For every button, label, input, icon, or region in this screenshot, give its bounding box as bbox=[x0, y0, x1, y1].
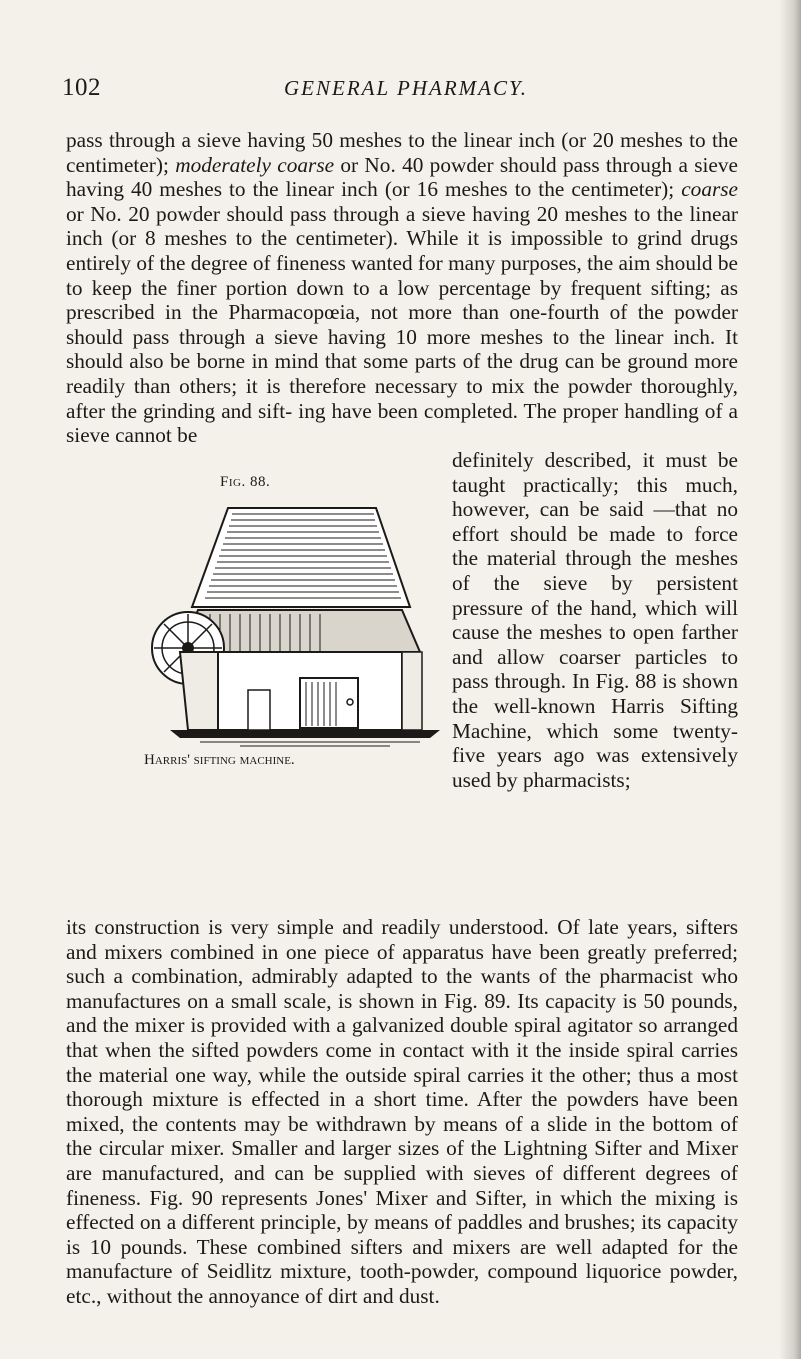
page-number: 102 bbox=[62, 74, 101, 101]
italic-term: moderately coarse bbox=[175, 152, 335, 177]
paragraph-bottom bbox=[66, 915, 738, 1309]
page-header bbox=[62, 74, 752, 108]
paragraph-beside-figure bbox=[452, 448, 738, 792]
paragraph-top bbox=[66, 128, 738, 448]
text-segment: definitely described, it must be taught practically; this much, however, can be said —that no effort should be made to force the material through the meshes of the sieve by persistent pressure of the hand, which will cause the meshes to open farther and allow coarser particles to pass through. In Fig. 88 is shown the well-known Harris Sifting Machine, which some twenty-five years ago was extensively used by pharmacists; bbox=[452, 448, 738, 792]
page-edge-shadow bbox=[779, 0, 801, 1359]
text-segment: or No. 40 powder should pass through a sieve having 40 meshes to the linear inch (or 16 meshes to the centimeter); bbox=[66, 152, 738, 202]
figure-88 bbox=[140, 474, 440, 774]
figure-label: Fig. 88. bbox=[220, 474, 271, 490]
text-segment: or No. 20 powder should pass through a sieve having 20 meshes to the linear inch (or 8 meshes to the centimeter). While it is impossible to grind drugs entirely of the degree of fineness wanted for many purposes, the aim should be to keep the finer portion down to a low percentage by frequent sifting; as prescribed in the Pharmacopœia, not more than one-fourth of the powder should pass through a sieve having 10 more meshes to the linear inch. It should also be borne in mind that some parts of the drug can be ground more readily than others; it is therefore necessary to mix the powder thoroughly, after the grinding and sift- ing have been completed. The proper handling of a sieve cannot be bbox=[66, 201, 738, 448]
figure-caption: Harris' sifting machine. bbox=[144, 752, 295, 768]
harris-sifting-machine-illustration bbox=[140, 502, 440, 752]
text-segment: pass through a sieve having 50 meshes to the linear inch (or 20 meshes to the centimeter); bbox=[66, 128, 738, 177]
text-segment: its construction is very simple and readily understood. Of late years, sifters and mixers combined in one piece of apparatus have been greatly preferred; such a combination, admirably adapted to the wants of the pharmacist who manufactures on a small scale, is shown in Fig. 89. Its capacity is 50 pounds, and the mixer is provided with a galvanized double spiral agitator so arranged that when the sifted powders come in contact with it the inside spiral carries the material one way, while the outside spiral carries it the other; thus a most thorough mixture is effected in a short time. After the powders have been mixed, the contents may be withdrawn by means of a slide in the bottom of the circular mixer. Smaller and larger sizes of the Lightning Sifter and Mixer are manufactured, and can be supplied with sieves of different degrees of fineness. Fig. 90 represents Jones' Mixer and Sifter, in which the mixing is effected on a different principle, by means of paddles and brushes; its capacity is 10 pounds. These combined sifters and mixers are well adapted for the manufacture of Seidlitz mixture, tooth-powder, compound liquorice powder, etc., without the annoyance of dirt and dust. bbox=[66, 915, 738, 1308]
running-head: GENERAL PHARMACY. bbox=[284, 76, 529, 100]
italic-term: coarse bbox=[681, 177, 738, 202]
